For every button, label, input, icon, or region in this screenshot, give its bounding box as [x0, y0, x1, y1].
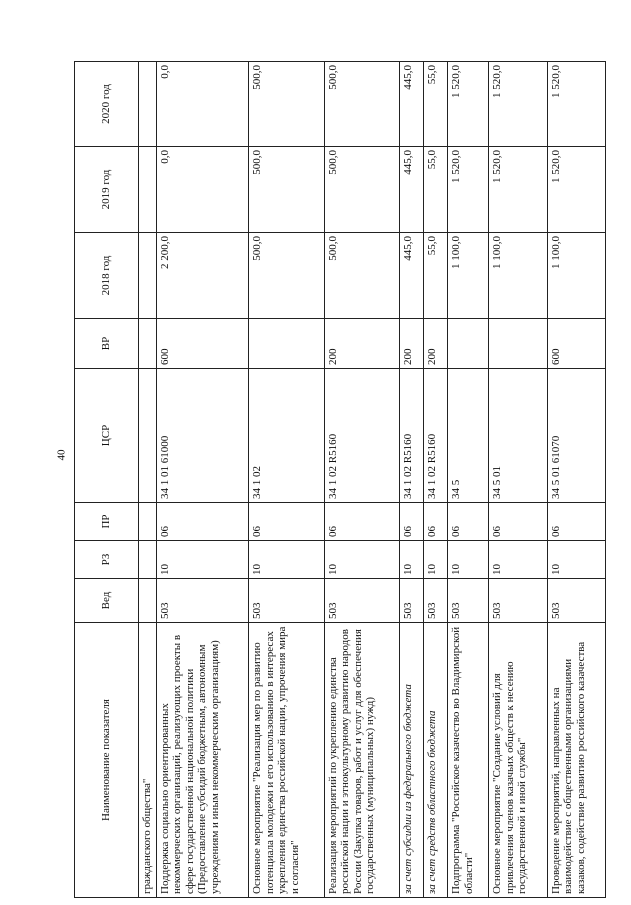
table-row	[547, 62, 605, 898]
table-row	[156, 62, 249, 898]
cell-rz: 10	[489, 541, 547, 579]
cell-2020: 445,0	[400, 62, 424, 147]
cell-pr: 06	[547, 503, 605, 541]
cell-2019: 445,0	[400, 147, 424, 233]
cell-2020: 500,0	[249, 62, 324, 147]
header-2019: 2019 год	[75, 147, 139, 233]
header-2018: 2018 год	[75, 233, 139, 319]
table-row	[139, 62, 157, 898]
cell-rz: 10	[156, 541, 249, 579]
header-rz: РЗ	[75, 541, 139, 579]
cell-vr: 600	[547, 319, 605, 369]
cell-pr: 06	[324, 503, 399, 541]
cell-2018: 500,0	[324, 233, 399, 319]
cell-pr: 06	[448, 503, 489, 541]
cell-2019: 1 520,0	[448, 147, 489, 233]
cell-2020: 1 520,0	[489, 62, 547, 147]
cell-vr: 200	[400, 319, 424, 369]
cell-pr: 06	[156, 503, 249, 541]
cell-name: Подпрограмма "Российское казачество во Владимирской области"	[448, 623, 489, 898]
cell-rz: 10	[400, 541, 424, 579]
cell-csr: 34 5	[448, 369, 489, 503]
header-pr: ПР	[75, 503, 139, 541]
cell-ved: 503	[249, 579, 324, 623]
cell-csr: 34 1 02	[249, 369, 324, 503]
cell-rz: 10	[324, 541, 399, 579]
cell-ved: 503	[324, 579, 399, 623]
document-page	[74, 62, 606, 898]
cell-name: Поддержка социально ориентированных некоммерческих организаций, реализующих проекты в сфере государственной национальной политики (Предоставление субсидий бюджетным, автономным учреждениям и иным некоммерческим организациям)	[156, 623, 249, 898]
cell-pr: 06	[424, 503, 448, 541]
cell-2019: 500,0	[249, 147, 324, 233]
cell-vr	[249, 319, 324, 369]
cell-csr: 34 5 01	[489, 369, 547, 503]
header-name: Наименование показателя	[75, 623, 139, 898]
cell-2018: 445,0	[400, 233, 424, 319]
cell-2020: 1 520,0	[448, 62, 489, 147]
cell-2018: 1 100,0	[489, 233, 547, 319]
budget-table	[74, 61, 606, 898]
cell-ved: 503	[547, 579, 605, 623]
cell-csr: 34 1 02 R5160	[324, 369, 399, 503]
cell-2019: 0,0	[156, 147, 249, 233]
cell-rz: 10	[249, 541, 324, 579]
cell-ved: 503	[156, 579, 249, 623]
cell-rz: 10	[448, 541, 489, 579]
cell-name: Реализация мероприятий по укреплению единства российской нации и этнокультурному развитию народов России (Закупка товаров, работ и услуг для обеспечения государственных (муниципальных) нужд)	[324, 623, 399, 898]
cell-name: гражданского общества"	[139, 623, 157, 898]
cell-vr	[489, 319, 547, 369]
cell-ved: 503	[424, 579, 448, 623]
cell-pr: 06	[489, 503, 547, 541]
header-2020: 2020 год	[75, 62, 139, 147]
table-header-row	[75, 62, 139, 898]
cell-2019: 55,0	[424, 147, 448, 233]
cell-2020	[139, 62, 157, 147]
table-row	[424, 62, 448, 898]
cell-2019: 1 520,0	[489, 147, 547, 233]
header-csr: ЦСР	[75, 369, 139, 503]
cell-vr: 600	[156, 319, 249, 369]
rotated-table-container	[74, 62, 606, 898]
cell-2020: 0,0	[156, 62, 249, 147]
cell-csr	[139, 369, 157, 503]
cell-rz	[139, 541, 157, 579]
header-ved: Вед	[75, 579, 139, 623]
cell-csr: 34 5 01 61070	[547, 369, 605, 503]
cell-ved: 503	[448, 579, 489, 623]
cell-2018	[139, 233, 157, 319]
header-vr: ВР	[75, 319, 139, 369]
cell-name: за счет средств областного бюджета	[424, 623, 448, 898]
cell-vr	[448, 319, 489, 369]
table-row	[249, 62, 324, 898]
cell-ved	[139, 579, 157, 623]
cell-name: Основное мероприятие "Реализация мер по развитию потенциала молодежи и его использованию в интересах укрепления единства российской нации, упрочения мира и согласия"	[249, 623, 324, 898]
cell-name: за счет субсидии из федерального бюджета	[400, 623, 424, 898]
cell-name: Проведение мероприятий, направленных на взаимодействие с общественными организациями казаков, содействие развитию российского казачества	[547, 623, 605, 898]
cell-2018: 55,0	[424, 233, 448, 319]
cell-rz: 10	[424, 541, 448, 579]
cell-2019: 500,0	[324, 147, 399, 233]
cell-csr: 34 1 01 61000	[156, 369, 249, 503]
cell-csr: 34 1 02 R5160	[400, 369, 424, 503]
table-row	[324, 62, 399, 898]
table-row	[489, 62, 547, 898]
cell-pr: 06	[249, 503, 324, 541]
cell-2020: 55,0	[424, 62, 448, 147]
cell-2020: 500,0	[324, 62, 399, 147]
cell-vr: 200	[324, 319, 399, 369]
cell-vr	[139, 319, 157, 369]
cell-2018: 1 100,0	[448, 233, 489, 319]
cell-rz: 10	[547, 541, 605, 579]
table-row	[448, 62, 489, 898]
cell-pr	[139, 503, 157, 541]
table-row	[400, 62, 424, 898]
cell-vr: 200	[424, 319, 448, 369]
page-number: 40	[55, 449, 68, 461]
cell-2018: 1 100,0	[547, 233, 605, 319]
cell-pr: 06	[400, 503, 424, 541]
cell-2019: 1 520,0	[547, 147, 605, 233]
cell-2018: 2 200,0	[156, 233, 249, 319]
cell-ved: 503	[489, 579, 547, 623]
cell-csr: 34 1 02 R5160	[424, 369, 448, 503]
cell-2018: 500,0	[249, 233, 324, 319]
cell-name: Основное мероприятие "Создание условий для привлечения членов казачьих обществ к несению государственной и иной службы"	[489, 623, 547, 898]
cell-2019	[139, 147, 157, 233]
cell-2020: 1 520,0	[547, 62, 605, 147]
cell-ved: 503	[400, 579, 424, 623]
